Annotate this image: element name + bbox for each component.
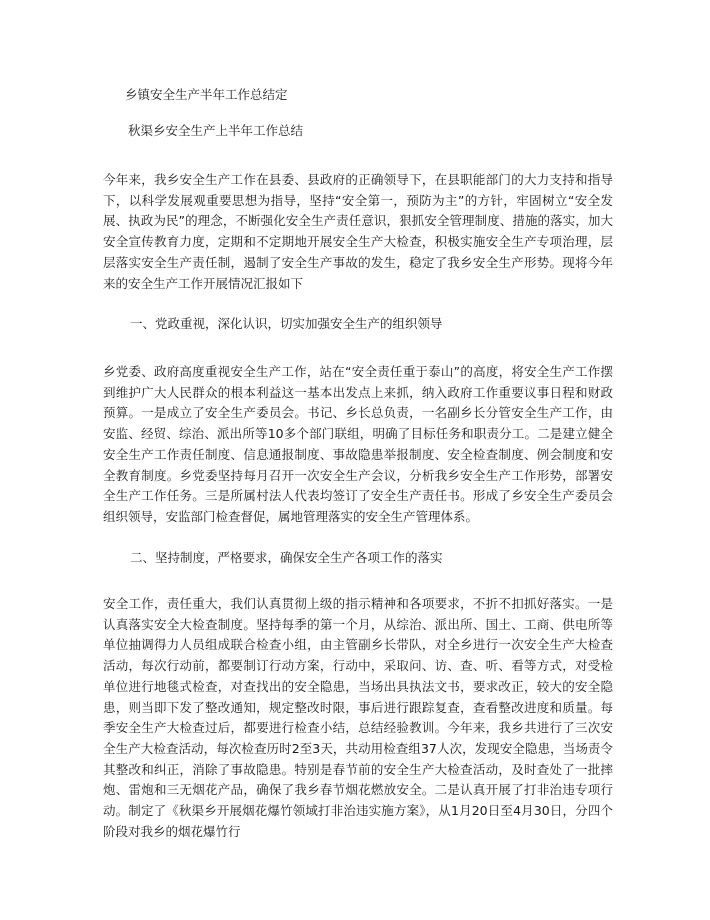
- document-title: 乡镇安全生产半年工作总结定: [125, 87, 288, 102]
- document-subtitle: 秋渠乡安全生产上半年工作总结: [128, 123, 304, 138]
- section-1-paragraph: 乡党委、政府高度重视安全生产工作，站在“安全责任重于泰山”的高度，将安全生产工作摆到维护广大人民群众的根本利益这一基本出发点上来抓，纳入政府工作重要议事日程和财政预算。一是成立了安全生产委员会。书记、乡长总负责，一名副乡长分管安全生产工作，由安监、经贸、综治、派出所等10多个部门联组，明确了目标任务和职责分工。二是建立健全安全生产工作责任制度、信息通报制度、事故隐患举报制度、安全检查制度、例会制度和安全教育制度。乡党委坚持每月召开一次安全生产会议，分析我乡安全生产工作形势，部署安全生产工作任务。三是所属村法人代表均签订了安全生产责任书。形成了乡安全生产委员会组织领导，安监部门检查督促，属地管理落实的安全生产管理体系。: [103, 364, 613, 524]
- intro-paragraph: 今年来，我乡安全生产工作在县委、县政府的正确领导下，在县职能部门的大力支持和指导下，以科学发展观重要思想为指导，坚持“安全第一，预防为主”的方针，牢固树立“安全发展、执政为民”的理念，不断强化安全生产责任意识，狠抓安全管理制度、措施的落实，加大安全宣传教育力度，定期和不定期地开展安全生产大检查，积极实施安全生产专项治理，层层落实安全生产责任制，遏制了安全生产事故的发生，稳定了我乡安全生产形势。现将今年来的安全生产工作开展情况汇报如下: [103, 172, 613, 291]
- section-1-heading: 一、党政重视，深化认识，切实加强安全生产的组织领导: [130, 316, 443, 331]
- section-2-heading: 二、坚持制度，严格要求，确保安全生产各项工作的落实: [130, 550, 443, 565]
- section-2-paragraph: 安全工作，责任重大，我们认真贯彻上级的指示精神和各项要求，不折不扣抓好落实。一是认真落实安全大检查制度。坚持每季的第一个月，从综治、派出所、国土、工商、供电所等单位抽调得力人员组成联合检查小组，由主管副乡长带队，对全乡进行一次安全生产大检查活动，每次行动前，都要制订行动方案，行动中，采取问、访、查、听、看等方式，对受检单位进行地毯式检查，对查找出的安全隐患，当场出具执法文书，要求改正，较大的安全隐患，则当即下发了整改通知，规定整改时限，事后进行跟踪复查，查看整改进度和质量。每季安全生产大检查过后，都要进行检查小结，总结经验教训。今年来，我乡共进行了三次安全生产大检查活动，每次检查历时2至3天，共动用检查组37人次，发现安全隐患，当场责令其整改和纠正，消除了事故隐患。特别是春节前的安全生产大检查活动，及时查处了一批摔炮、雷炮和三无烟花产品，确保了我乡春节烟花燃放安全。二是认真开展了打非治违专项行动。制定了《秋渠乡开展烟花爆竹领域打非治违实施方案》，从1月20日至4月30日，分四个阶段对我乡的烟花爆竹行: [103, 596, 613, 839]
